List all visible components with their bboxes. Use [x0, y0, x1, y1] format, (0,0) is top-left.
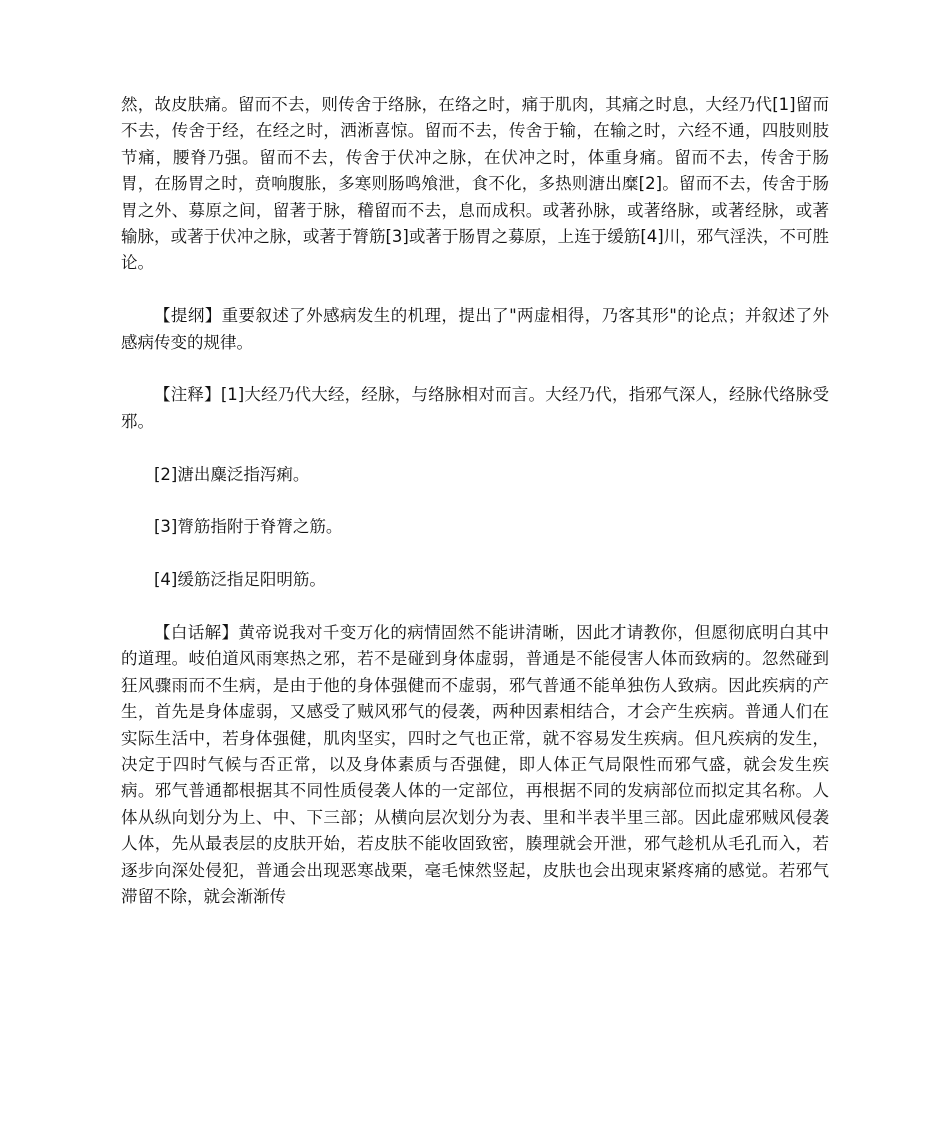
paragraph-vernacular: 【白话解】黄帝说我对千变万化的病情固然不能讲清晰，因此才请教你，但愿彻底明白其中的道理。岐伯道风雨寒热之邪，若不是碰到身体虚弱，普通是不能侵害人体而致病的。忽然碰到狂风骤雨而不生病，是由于他的身体强健而不虚弱，邪气普通不能单独伤人致病。因此疾病的产生，首先是身体虚弱，又感受了贼风邪气的侵袭，两种因素相结合，才会产生疾病。普通人们在实际生活中，若身体强健，肌肉坚实，四时之气也正常，就不容易发生疾病。但凡疾病的发生，决定于四时气候与否正常，以及身体素质与否强健，即人体正气局限性而邪气盛，就会发生疾病。邪气普通都根据其不同性质侵袭人体的一定部位，再根据不同的发病部位而拟定其名称。人体从纵向划分为上、中、下三部；从横向层次划分为表、里和半表半里三部。因此虚邪贼风侵袭人体，先从最表层的皮肤开始，若皮肤不能收固致密，腠理就会开泄，邪气趁机从毛孔而入，若逐步向深处侵犯，普通会出现恶寒战栗，毫毛悚然竖起，皮肤也会出现束紧疼痛的感觉。若邪气滞留不除，就会渐渐传 [121, 623, 829, 907]
paragraph-note-2: [2]溏出麋泛指泻痢。 [154, 464, 310, 484]
paragraph-summary: 【提纲】重要叙述了外感病发生的机理，提出了"两虚相得，乃客其形"的论点；并叙述了外感病传变的规律。 [121, 306, 829, 352]
paragraph-continuation: 然，故皮肤痛。留而不去，则传舍于络脉，在络之时，痛于肌肉，其痛之时息，大经乃代[1]留而不去，传舍于经，在经之时，洒淅喜惊。留而不去，传舍于输，在输之时，六经不通，四肢则肢节痛，腰脊乃强。留而不去，传舍于伏冲之脉，在伏冲之时，体重身痛。留而不去，传舍于肠胃，在肠胃之时，贲响腹胀，多寒则肠鸣飧泄，食不化，多热则溏出糜[2]。留而不去，传舍于肠胃之外、募原之间，留著于脉，稽留而不去，息而成积。或著孙脉，或著络脉，或著经脉，或著输脉，或著于伏冲之脉，或著于膂筋[3]或著于肠胃之募原，上连于缓筋[4]川，邪气淫泆，不可胜论。 [121, 95, 829, 273]
paragraph-note-1: 【注释】[1]大经乃代大经，经脉，与络脉相对而言。大经乃代，指邪气深人，经脉代络脉受邪。 [121, 385, 829, 431]
paragraph-note-4: [4]缓筋泛指足阳明筋。 [154, 570, 326, 590]
document-page [121, 92, 829, 911]
paragraph-note-3: [3]膂筋指附于脊膂之筋。 [154, 517, 343, 537]
